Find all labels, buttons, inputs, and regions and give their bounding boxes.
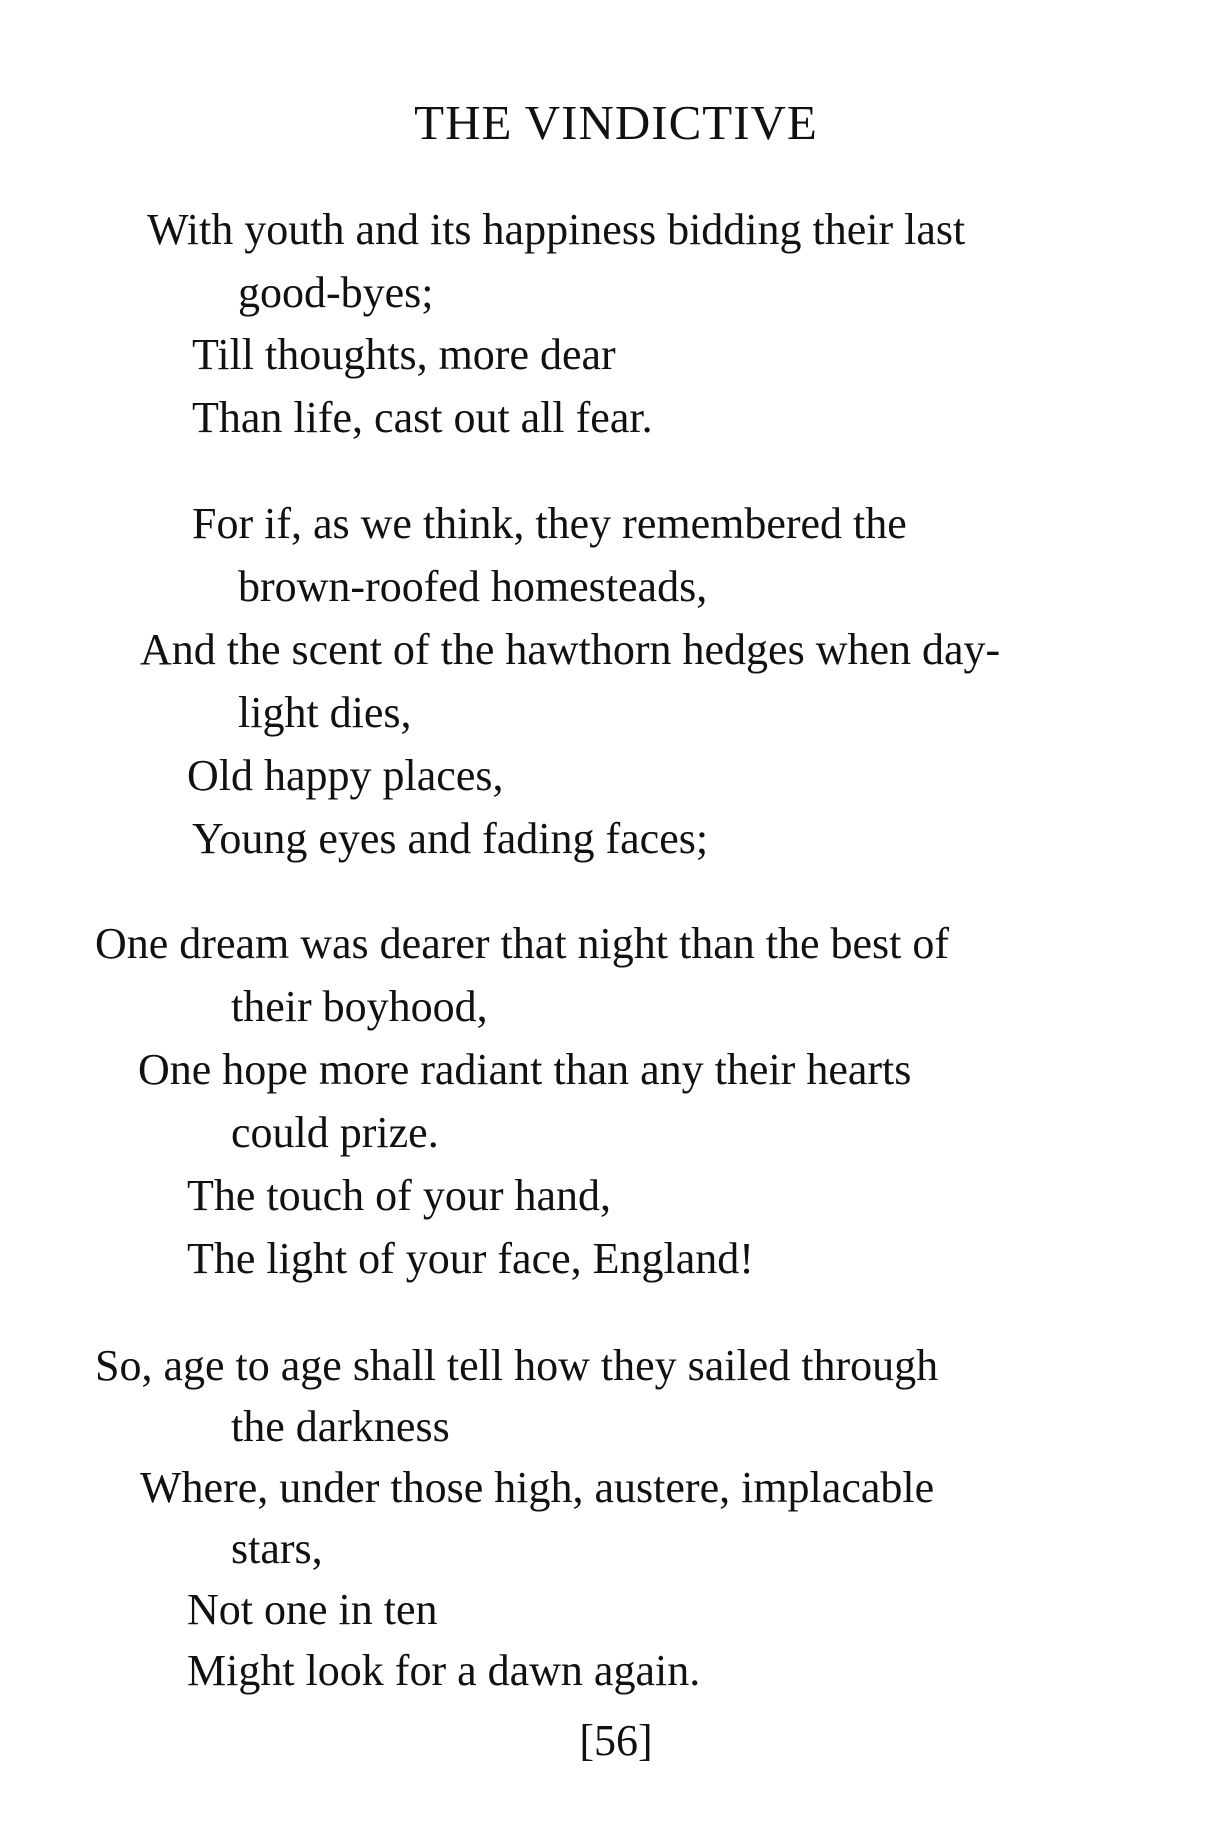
- page-number: [56]: [579, 1716, 653, 1765]
- poem-line: One hope more radiant than any their hearts: [138, 1045, 912, 1094]
- poem-line: Till thoughts, more dear: [192, 330, 616, 379]
- poem-line: Might look for a dawn again.: [187, 1646, 701, 1695]
- poem-line: brown-roofed homesteads,: [238, 562, 708, 611]
- poem-line: light dies,: [238, 688, 412, 737]
- poem-line: the darkness: [231, 1402, 450, 1451]
- poem-line: Old happy places,: [187, 751, 504, 800]
- poem-line: And the scent of the hawthorn hedges when day-: [140, 625, 1001, 674]
- poem-line: The light of your face, England!: [187, 1234, 754, 1283]
- poem-line: So, age to age shall tell how they sailed through: [95, 1341, 939, 1390]
- poem-line: Young eyes and fading faces;: [192, 814, 709, 863]
- poem-line: Not one in ten: [187, 1585, 438, 1634]
- page-title: THE VINDICTIVE: [414, 95, 818, 150]
- poem-line: Where, under those high, austere, implacable: [140, 1463, 935, 1512]
- poem-line: good-byes;: [238, 268, 434, 317]
- poem-line: stars,: [231, 1524, 323, 1573]
- poem-line: With youth and its happiness bidding their last: [147, 205, 966, 254]
- poem-line: One dream was dearer that night than the best of: [95, 919, 950, 968]
- poem-line: their boyhood,: [231, 982, 488, 1031]
- poem-line: For if, as we think, they remembered the: [192, 499, 907, 548]
- poem-line: The touch of your hand,: [187, 1171, 611, 1220]
- poem-line: Than life, cast out all fear.: [192, 393, 653, 442]
- poem-line: could prize.: [231, 1108, 439, 1157]
